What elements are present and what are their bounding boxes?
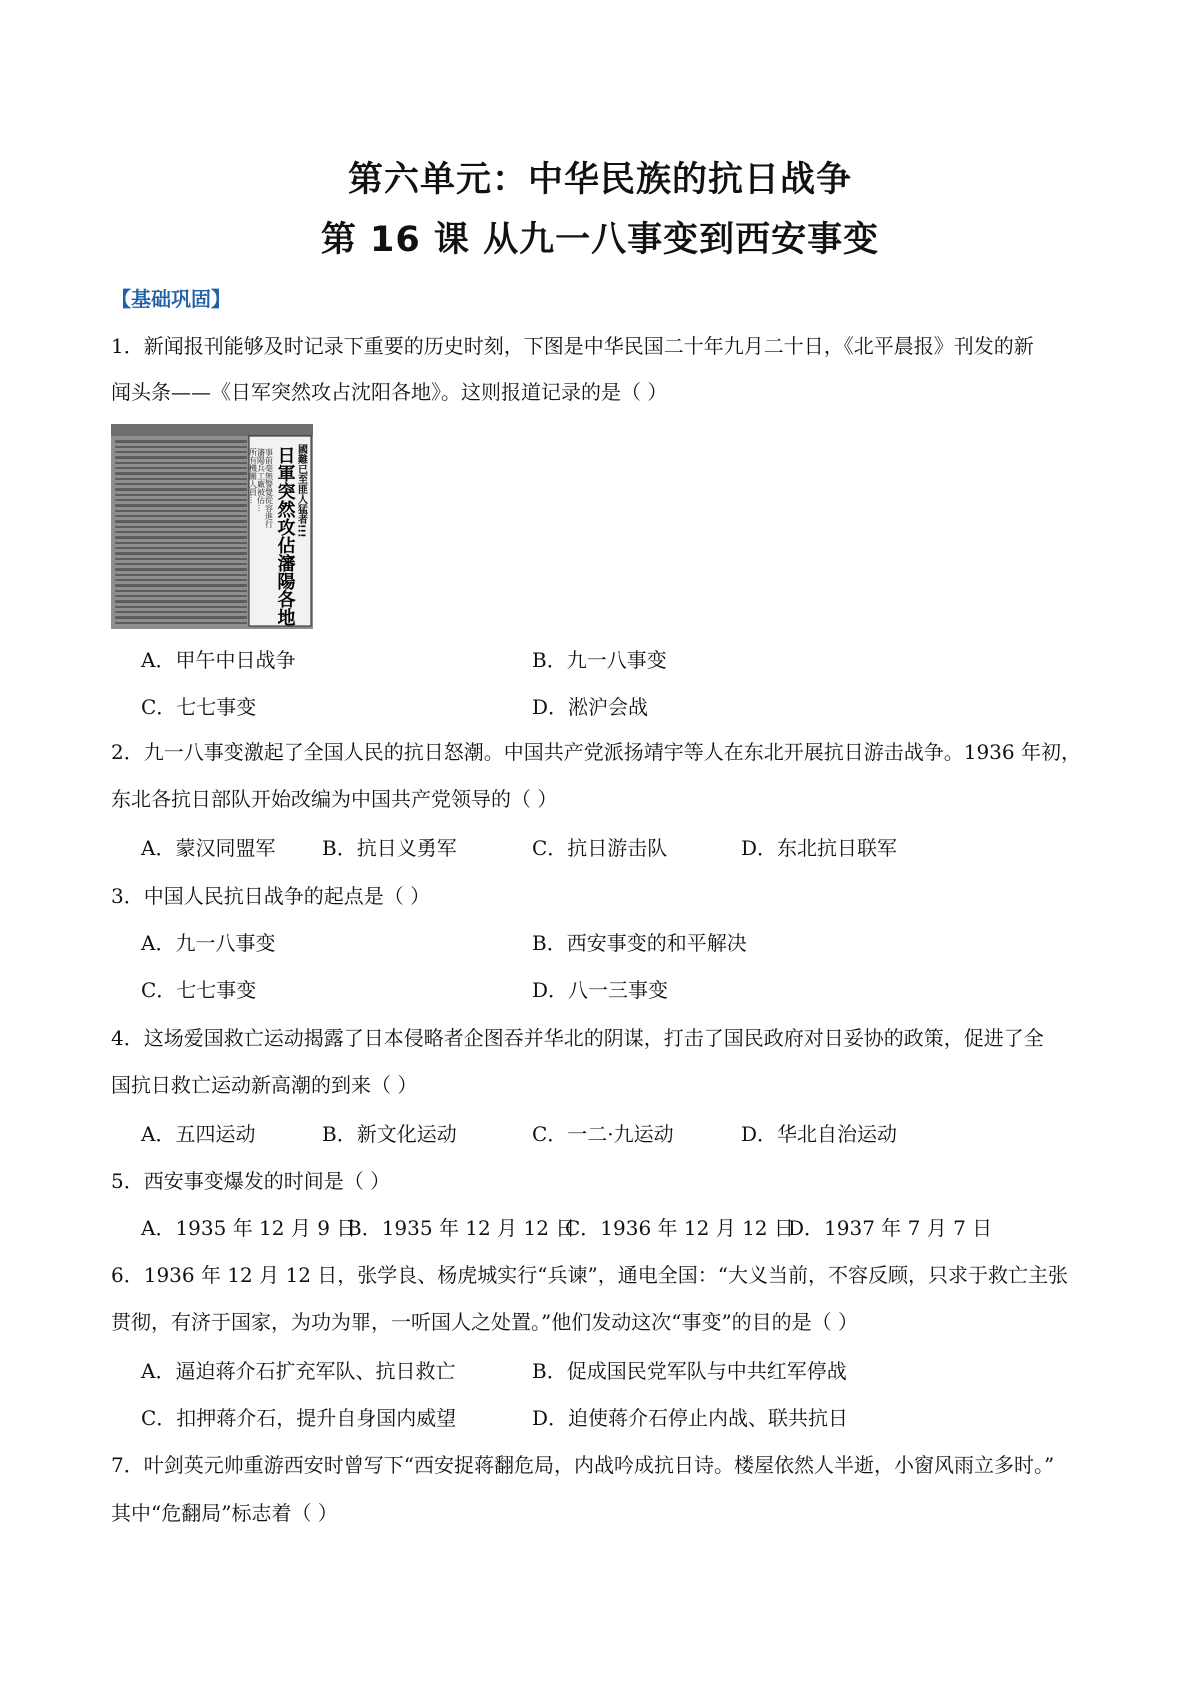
lesson-title: 第 16 课 从九一八事变到西安事变 [320, 220, 880, 260]
q3-option-d[interactable]: D．八一三事变 [532, 978, 669, 1002]
q4-option-d[interactable]: D．华北自治运动 [741, 1122, 898, 1146]
question-7-line-2: 其中“危翻局”标志着（ ） [111, 1501, 338, 1525]
q1-option-d[interactable]: D．淞沪会战 [532, 695, 649, 719]
q3-option-b[interactable]: B．西安事变的和平解决 [532, 931, 747, 955]
question-6-line-2: 贯彻，有济于国家，为功为罪，一听国人之处置。”他们发动这次“事变”的目的是（ ） [111, 1310, 859, 1334]
q1-option-a[interactable]: A．甲午中日战争 [141, 648, 296, 672]
q2-option-b[interactable]: B．抗日义勇军 [322, 836, 457, 860]
q3-option-c[interactable]: C．七七事变 [141, 978, 257, 1002]
q2-option-a[interactable]: A．蒙汉同盟军 [141, 836, 276, 860]
q4-option-a[interactable]: A．五四运动 [141, 1122, 256, 1146]
q6-option-a[interactable]: A．逼迫蒋介石扩充军队、抗日救亡 [141, 1359, 456, 1383]
section-label: 【基础巩固】 [111, 287, 231, 311]
newspaper-headline-image [111, 424, 313, 629]
unit-title: 第六单元：中华民族的抗日战争 [347, 160, 852, 200]
q6-option-b[interactable]: B．促成国民党军队与中共红军停战 [532, 1359, 847, 1383]
newspaper-kicker-text: 國難已至匪人猛者!!! [295, 444, 307, 538]
question-1-line-2: 闻头条——《日军突然攻占沈阳各地》。这则报道记录的是（ ） [111, 380, 668, 404]
q5-option-d[interactable]: D．1937 年 7 月 7 日 [788, 1216, 993, 1240]
question-6-line-1: 6．1936 年 12 月 12 日，张学良、杨虎城实行“兵谏”，通电全国：“大义当前，不容反顾，只求于救亡主张 [111, 1263, 1068, 1287]
newspaper-subhead-1: 事前毫無警覺從容進行 [264, 448, 274, 528]
q1-option-b[interactable]: B．九一八事变 [532, 648, 667, 672]
question-4-line-2: 国抗日救亡运动新高潮的到来（ ） [111, 1073, 418, 1097]
q6-option-d[interactable]: D．迫使蒋介石停止内战、联共抗日 [532, 1406, 849, 1430]
question-2-line-2: 东北各抗日部队开始改编为中国共产党领导的（ ） [111, 787, 558, 811]
q4-option-c[interactable]: C．一二·九运动 [532, 1122, 674, 1146]
newspaper-subhead-3: 所有機關人員… [248, 448, 258, 504]
q1-option-c[interactable]: C．七七事变 [141, 695, 257, 719]
q3-option-a[interactable]: A．九一八事变 [141, 931, 276, 955]
q5-option-b[interactable]: B．1935 年 12 月 12 日 [347, 1216, 576, 1240]
q4-option-b[interactable]: B．新文化运动 [322, 1122, 457, 1146]
newspaper-subhead-2: 瀋陽兵工廠被佔… [256, 448, 266, 512]
question-2-line-1: 2．九一八事变激起了全国人民的抗日怒潮。中国共产党派扬靖宇等人在东北开展抗日游击战争。1936 年初， [111, 740, 1081, 764]
question-7-line-1: 7．叶剑英元帅重游西安时曾写下“西安捉蒋翻危局，内战吟成抗日诗。楼屋依然人半逝，小窗风雨立多时。” [111, 1453, 1055, 1477]
question-1-line-1: 1．新闻报刊能够及时记录下重要的历史时刻，下图是中华民国二十年九月二十日，《北平晨报》刊发的新 [111, 334, 1034, 358]
q5-option-c[interactable]: C．1936 年 12 月 12 日 [565, 1216, 794, 1240]
q2-option-d[interactable]: D．东北抗日联军 [741, 836, 898, 860]
q5-option-a[interactable]: A．1935 年 12 月 9 日 [141, 1216, 357, 1240]
question-5-line-1: 5．西安事变爆发的时间是（ ） [111, 1169, 391, 1193]
q2-option-c[interactable]: C．抗日游击队 [532, 836, 668, 860]
q6-option-c[interactable]: C．扣押蒋介石，提升自身国内威望 [141, 1406, 457, 1430]
newspaper-headline-text: 日軍突然攻佔瀋陽各地 [274, 446, 296, 626]
question-3-line-1: 3．中国人民抗日战争的起点是（ ） [111, 884, 431, 908]
question-4-line-1: 4．这场爱国救亡运动揭露了日本侵略者企图吞并华北的阴谋，打击了国民政府对日妥协的政策，促进了全 [111, 1026, 1044, 1050]
